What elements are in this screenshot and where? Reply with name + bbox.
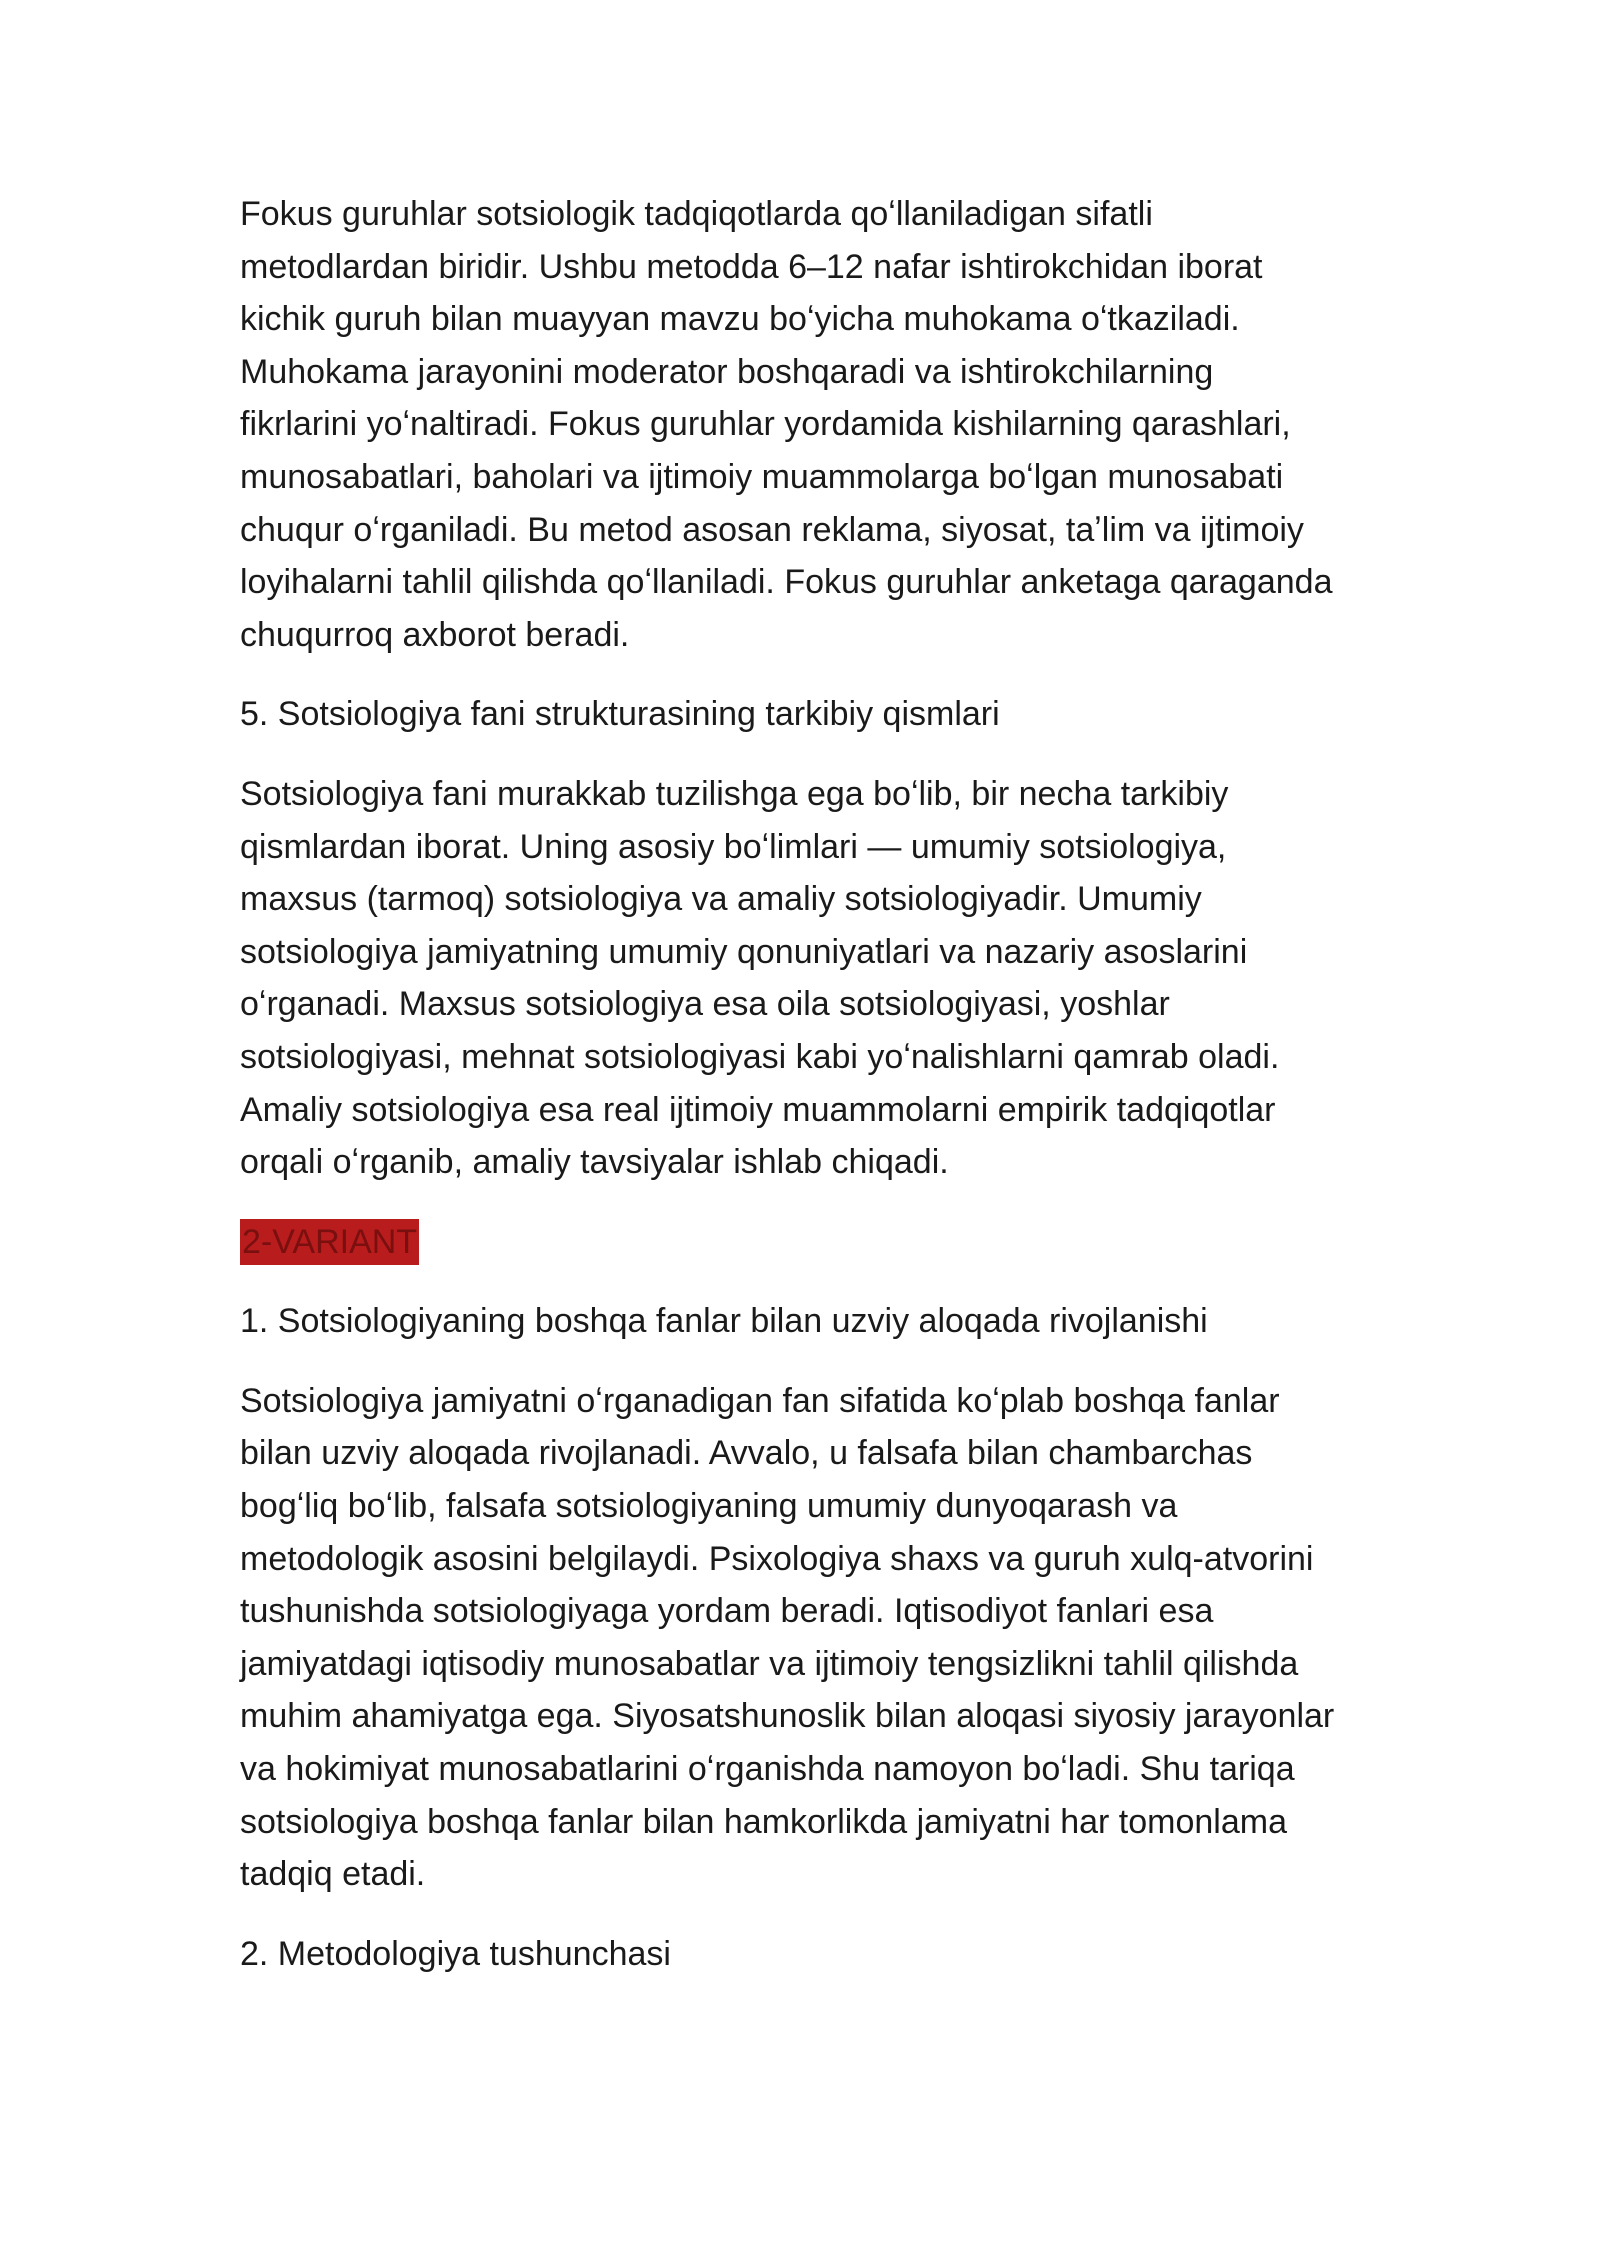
- paragraph-fokus-guruhlar: Fokus guruhlar sotsiologik tadqiqotlarda qoʻllaniladigan sifatli metodlardan biridir. Ushbu metodda 6–12 nafar ishtirokchidan iborat kichik guruh bilan muayyan mavzu boʻyicha muhokama oʻtkaziladi. Muhokama jarayonini moderator boshqaradi va ishtirokchilarning fikrlarini yoʻnaltiradi. Fokus guruhlar yordamida kishilarning qarashlari, munosabatlari, baholari va ijtimoiy muammolarga boʻlgan munosabati chuqur oʻrganiladi. Bu metod asosan reklama, siyosat, taʼlim va ijtimoiy loyihalarni tahlil qilishda qoʻllaniladi. Fokus guruhlar anketaga qaraganda chuqurroq axborot beradi.: [240, 195, 1333, 654]
- variant-badge: 2-VARIANT: [240, 1219, 419, 1265]
- section-heading-2: 2. Metodologiya tushunchasi: [240, 1934, 671, 1973]
- paragraph-sotsiologiya-tuzilishi: Sotsiologiya fani murakkab tuzilishga ega boʻlib, bir necha tarkibiy qismlardan iborat. Uning asosiy boʻlimlari — umumiy sotsiologiya, maxsus (tarmoq) sotsiologiya va amaliy sotsiologiyadir. Umumiy sotsiologiya jamiyatning umumiy qonuniyatlari va nazariy asoslarini oʻrganadi. Maxsus sotsiologiya esa oila sotsiologiyasi, yoshlar sotsiologiyasi, mehnat sotsiologiyasi kabi yoʻnalishlarni qamrab oladi. Amaliy sotsiologiya esa real ijtimoiy muammolarni empirik tadqiqotlar orqali oʻrganib, amaliy tavsiyalar ishlab chiqadi.: [240, 774, 1280, 1182]
- section-heading-1: 1. Sotsiologiyaning boshqa fanlar bilan uzviy aloqada rivojlanishi: [240, 1302, 1208, 1341]
- paragraph-fanlar-aloqasi: Sotsiologiya jamiyatni oʻrganadigan fan sifatida koʻplab boshqa fanlar bilan uzviy aloqada rivojlanadi. Avvalo, u falsafa bilan chambarchas bogʻliq boʻlib, falsafa sotsiologiyaning umumiy dunyoqarash va metodologik asosini belgilaydi. Psixologiya shaxs va guruh xulq-atvorini tushunishda sotsiologiyaga yordam beradi. Iqtisodiyot fanlari esa jamiyatdagi iqtisodiy munosabatlar va ijtimoiy tengsizlikni tahlil qilishda muhim ahamiyatga ega. Siyosatshunoslik bilan aloqasi siyosiy jarayonlar va hokimiyat munosabatlarini oʻrganishda namoyon boʻladi. Shu tariqa sotsiologiya boshqa fanlar bilan hamkorlikda jamiyatni har tomonlama tadqiq etadi.: [240, 1381, 1335, 1894]
- variant-label-row: [240, 1216, 1360, 1269]
- document-page: [240, 188, 1360, 2007]
- section-heading-5: 5. Sotsiologiya fani strukturasining tarkibiy qismlari: [240, 695, 1000, 734]
